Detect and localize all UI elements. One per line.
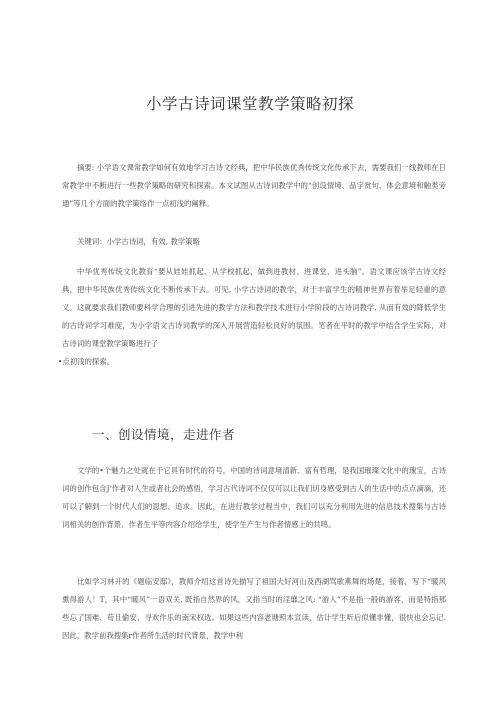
section-one-heading: 一、创设情境，走进作者 — [92, 427, 236, 442]
intro-paragraph: 中华优秀传统文化教育“要从娃娃抓起、从学校抓起，做到进教材、进课堂、进头脑”。语文课应该学古诗文经典，把中华民族优秀传统文化不断传承下去。可见, 小学古诗词的教学，对于丰富学生的精神世界有着举足轻重的意义。这就要求我们教师要科学合理的引进先进的教学方法和教学技术进行小学阶段的古诗词教学, 从而有效的降低学生的古诗词学习难度，为小学语文古诗词教学的深入开展营造轻松良好的氛围。笔者在平时的教学中结合学生实际，对古诗词的课堂教学策略进行了 — [62, 267, 446, 348]
section-one-paragraph-1: 文学的•个魅力之处就在于它具有时代的符号，中国的诗词意境清新、富有哲理，是我国璀璨文化中的瑰宝，古诗词的创作包含J'作者对人生或者社会的感悟，学习古代诗词不仅仅可以让我们切身感受到古人的生活中的点点滴滴，还可以了解到一个时代人们的思想、追求。因此，在进行教学过程当中，我们可以充分利用先进的信息技术搜集与古诗词相关的创作背景、作者生平等内容介绍给学生，使学生产生与作者情感上的共鸣。 — [62, 466, 446, 529]
intro-paragraph-tail: •点初浅的探索。 — [58, 357, 115, 366]
section-one-paragraph-2: 比如学习林升的《题临安邸》，教师介绍这首诗先描写了祖国大好河山及西湖骂歌燕舞的场楚，接着，写下“暖风熏得游人！T，其中“暖风”一语双关, 既指自然界的风，又指当时的淫靡之风: “游人”不是指一般的游客，而是特指那些忘了国难、苟且偷安、寻欢作乐的南宋权选。如果这些内容老塘照本宣读，估计学生听后似懂非懂，很快也会忘记. 因此，教学前我搜集r作者所生活的时代背景，教学中利 — [62, 577, 446, 640]
document-title: 小学古诗词课堂教学策略初探 — [145, 95, 354, 113]
abstract-paragraph: 摘要: 小学语文课常教学如何有效地学习古诗文经典，把中华民族优秀传统文化传承下去，需要我们一线教师在日常教学中不断进行一些教学策略的研究和探索。本文试图从古诗词教学中的“创设情境、品字赏句、体会意境和触类旁通”等几个方面的教学策络作一点初浅的阐释。 — [62, 163, 446, 208]
keywords-line: 关键词：小学古诗词，有效, 教学策略 — [77, 237, 200, 246]
